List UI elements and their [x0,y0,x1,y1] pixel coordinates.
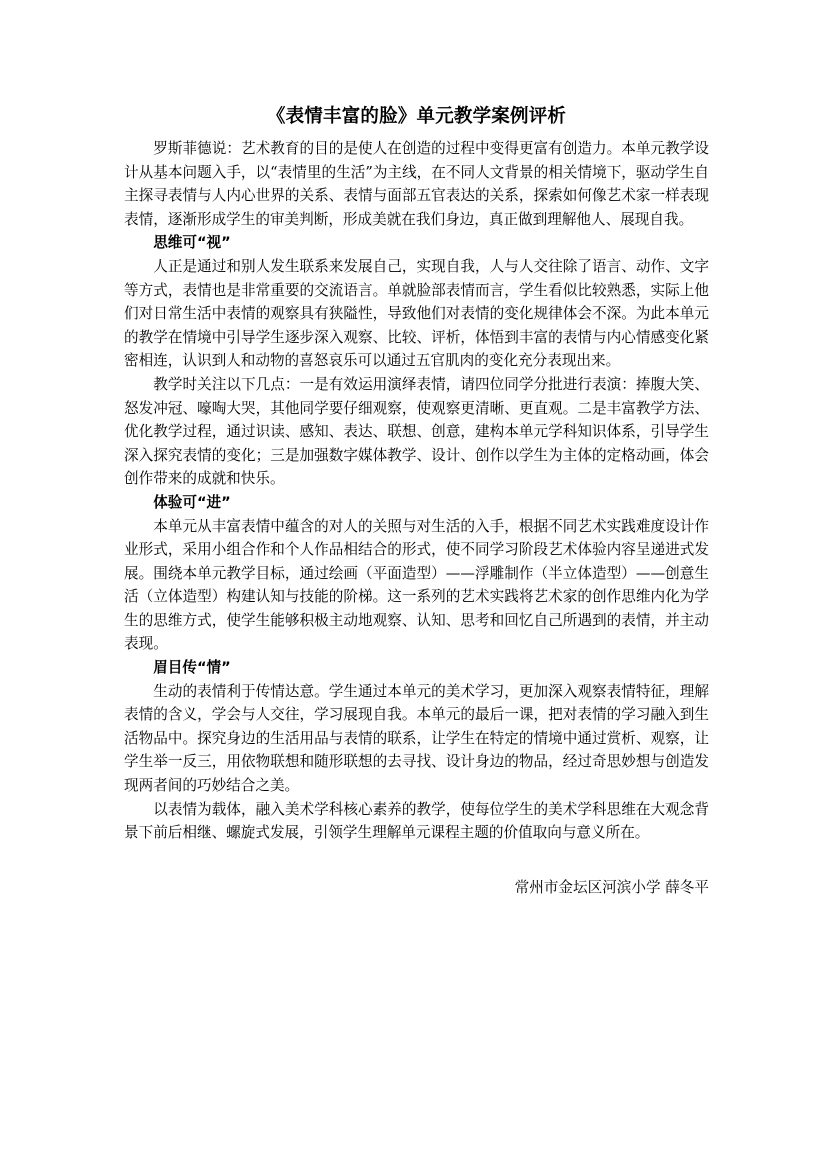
document-page [124,104,709,896]
section-emotion-paragraph-1: 生动的表情利于传情达意。学生通过本单元的美术学习，更加深入观察表情特征，理解表情的含义，学会与人交往，学习展现自我。本单元的最后一课，把对表情的学习融入到生活物品中。探究身边的生活用品与表情的联系，让学生在特定的情境中通过赏析、观察，让学生举一反三，用依物联想和随形联想的去寻找、设计身边的物品，经过奇思妙想与创造发现两者间的巧妙结合之美。 [124,682,709,795]
section-heading-experience: 体验可“进” [153,493,231,511]
author-signature: 常州市金坛区河滨小学 薛冬平 [514,879,709,896]
section-emotion-paragraph-2: 以表情为载体，融入美术学科核心素养的教学，使每位学生的美术学科思维在大观念背景下前后相继、螺旋式发展，引领学生理解单元课程主题的价值取向与意义所在。 [124,800,709,842]
intro-paragraph: 罗斯菲德说：艺术教育的目的是使人在创造的过程中变得更富有创造力。本单元教学设计从基本问题入手，以“表情里的生活”为主线，在不同人文背景的相关情境下，驱动学生自主探寻表情与人内心世界的关系、表情与面部五官表达的关系，探索如何像艺术家一样表现表情，逐渐形成学生的审美判断，形成美就在我们身边，真正做到理解他人、展现自我。 [124,140,709,228]
section-experience-paragraph-1: 本单元从丰富表情中蕴含的对人的关照与对生活的入手，根据不同艺术实践难度设计作业形式，采用小组合作和个人作品相结合的形式，使不同学习阶段艺术体验内容呈递进式发展。围绕本单元教学目标，通过绘画（平面造型）——浮雕制作（半立体造型）——创意生活（立体造型）构建认知与技能的阶梯。这一系列的艺术实践将艺术家的创作思维内化为学生的思维方式，使学生能够积极主动地观察、认知、思考和回忆自己所遇到的表情，并主动表现。 [124,517,709,653]
section-thinking-paragraph-1: 人正是通过和别人发生联系来发展自己，实现自我，人与人交往除了语言、动作、文字等方式，表情也是非常重要的交流语言。单就脸部表情而言，学生看似比较熟悉，实际上他们对日常生活中表情的观察具有狭隘性，导致他们对表情的变化规律体会不深。为此本单元的教学在情境中引导学生逐步深入观察、比较、评析，体悟到丰富的表情与内心情感变化紧密相连，认识到人和动物的喜怒哀乐可以通过五官肌肉的变化充分表现出来。 [124,257,709,370]
section-heading-thinking: 思维可“视” [153,234,231,252]
document-title: 《表情丰富的脸》单元教学案例评析 [266,106,567,127]
section-heading-emotion: 眉目传“情” [153,659,231,677]
section-thinking-paragraph-2: 教学时关注以下几点：一是有效运用演绎表情，请四位同学分批进行表演：捧腹大笑、怒发冲冠、嚎啕大哭，其他同学要仔细观察，使观察更清晰、更直观。二是丰富教学方法、优化教学过程，通过识读、感知、表达、联想、创意，建构本单元学科知识体系，引导学生深入探究表情的变化；三是加强数字媒体教学、设计、创作以学生为主体的定格动画，体会创作带来的成就和快乐。 [124,375,709,488]
